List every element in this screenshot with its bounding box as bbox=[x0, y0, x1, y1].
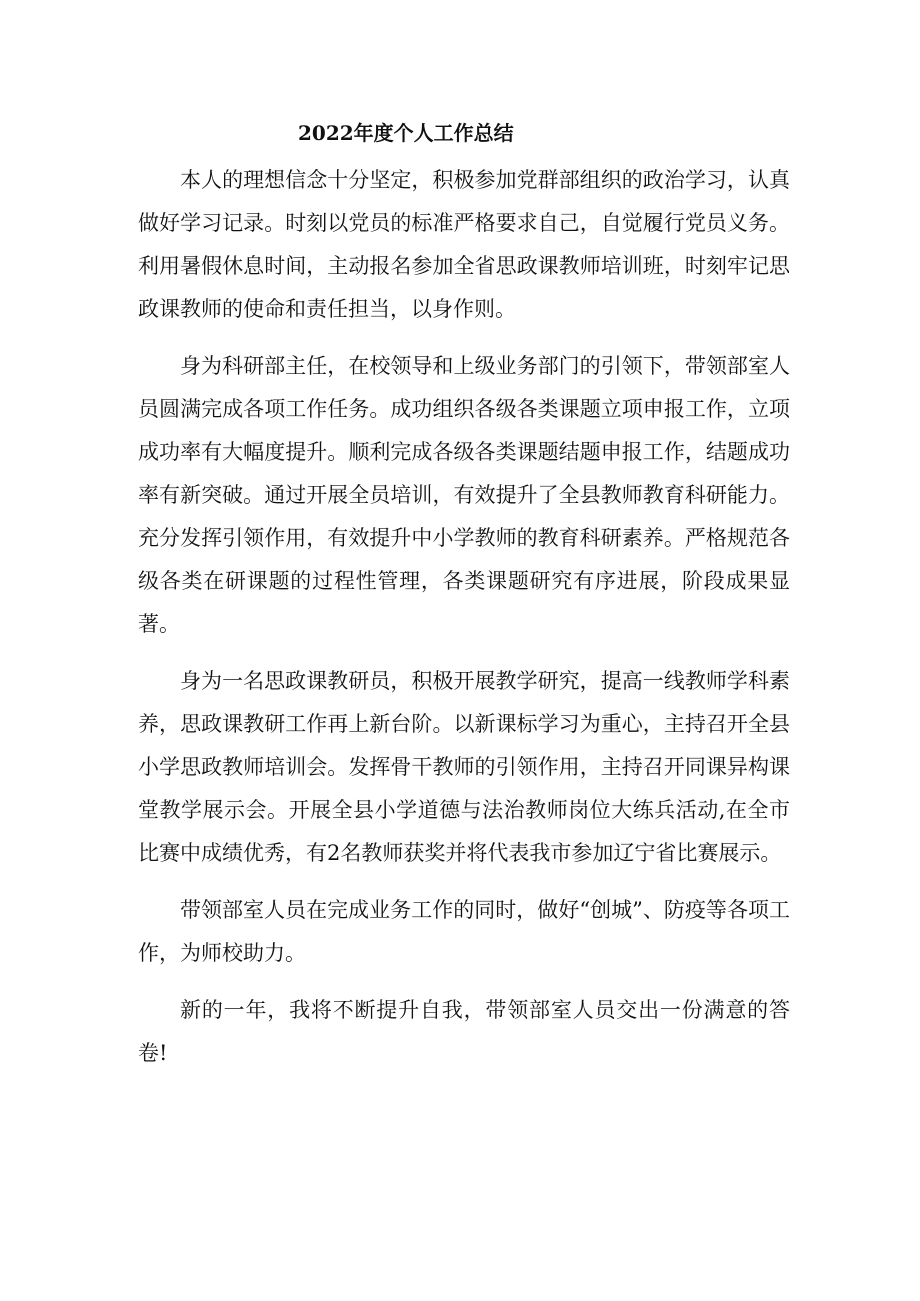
document-title: 2022年度个人工作总结 bbox=[298, 121, 514, 145]
paragraph-political-study: 本人的理想信念十分坚定，积极参加党群部组织的政治学习，认真做好学习记录。时刻以党员的标准严格要求自己，自觉履行党员义务。利用暑假休息时间，主动报名参加全省思政课教师培训班，时刻牢记思政课教师的使命和责任担当，以身作则。 bbox=[138, 168, 790, 321]
paragraph-research-department: 身为科研部主任，在校领导和上级业务部门的引领下，带领部室人员圆满完成各项工作任务。成功组织各级各类课题立项申报工作，立项成功率有大幅度提升。顺利完成各级各类课题结题申报工作，结题成功率有新突破。通过开展全员培训，有效提升了全县教师教育科研能力。充分发挥引领作用，有效提升中小学教师的教育科研素养。严格规范各级各类在研课题的过程性管理，各类课题研究有序进展，阶段成果显著。 bbox=[138, 354, 790, 636]
paragraph-new-year: 新的一年，我将不断提升自我，带领部室人员交出一份满意的答卷! bbox=[138, 998, 790, 1065]
paragraph-teaching-research: 身为一名思政课教研员，积极开展教学研究，提高一线教师学科素养，思政课教研工作再上新台阶。以新课标学习为重心，主持召开全县小学思政教师培训会。发挥骨干教师的引领作用，主持召开同课异构课堂教学展示会。开展全县小学道德与法治教师岗位大练兵活动,在全市比赛中成绩优秀，有2名教师获奖并将代表我市参加辽宁省比赛展示。 bbox=[138, 669, 790, 865]
document-body bbox=[138, 159, 790, 1089]
paragraph-other-work: 带领部室人员在完成业务工作的同时，做好“创城”、防疫等各项工作，为师校助力。 bbox=[138, 898, 790, 965]
